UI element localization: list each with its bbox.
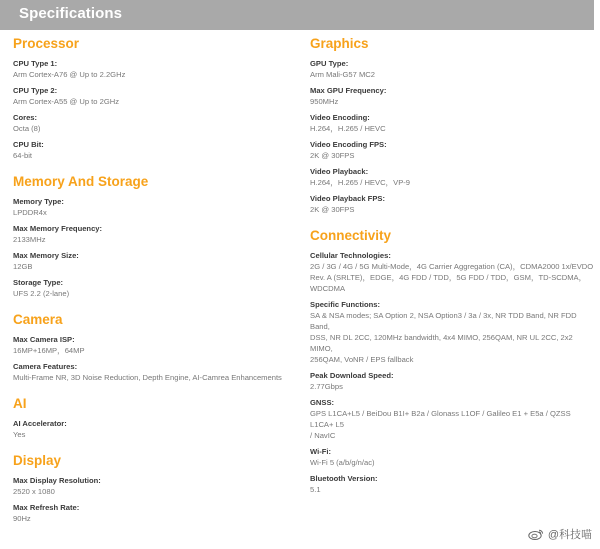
spec-item <box>310 300 595 365</box>
spec-label: Video Playback: <box>310 167 369 176</box>
section-processor <box>13 36 298 161</box>
spec-label: Max Refresh Rate: <box>13 503 80 512</box>
spec-item <box>13 251 298 272</box>
spec-value: WDCDMA <box>310 284 346 293</box>
spec-item <box>310 447 595 468</box>
spec-item <box>13 362 298 383</box>
spec-label: Storage Type: <box>13 278 64 287</box>
spec-label: Bluetooth Version: <box>310 474 378 483</box>
watermark-text: @科技喵 <box>547 529 592 541</box>
section-title: Graphics <box>310 36 369 51</box>
spec-item <box>13 113 298 134</box>
spec-label: AI Accelerator: <box>13 419 67 428</box>
spec-label: CPU Type 1: <box>13 59 58 68</box>
spec-label: Cellular Technologies: <box>310 251 391 260</box>
spec-value: 64-bit <box>13 151 32 160</box>
spec-value: SA & NSA modes; SA Option 2, NSA Option3 / 3a / 3x, NR TDD Band, NR FDD Band, <box>310 311 577 331</box>
section-title: AI <box>13 396 27 411</box>
section-camera <box>13 312 298 383</box>
spec-item <box>13 140 298 161</box>
spec-item <box>310 86 595 107</box>
page-title: Specifications <box>19 5 123 22</box>
section-ai <box>13 396 298 440</box>
spec-value: 2G / 3G / 4G / 5G Multi-Mode，4G Carrier Aggregation (CA)，CDMA2000 1x/EVDO <box>310 262 594 271</box>
spec-value: 2520 x 1080 <box>13 487 55 496</box>
spec-item <box>13 503 298 524</box>
spec-label: CPU Type 2: <box>13 86 58 95</box>
spec-item <box>13 224 298 245</box>
spec-item <box>310 474 595 495</box>
spec-value: Multi-Frame NR, 3D Noise Reduction, Depth Engine, AI-Camrea Enhancements <box>13 373 282 382</box>
weibo-icon <box>528 528 544 540</box>
spec-item <box>310 113 595 134</box>
spec-item <box>310 59 595 80</box>
spec-value: 5.1 <box>310 485 321 494</box>
spec-label: GNSS: <box>310 398 335 407</box>
spec-item <box>13 86 298 107</box>
spec-label: Max Memory Frequency: <box>13 224 103 233</box>
spec-label: Max Display Resolution: <box>13 476 101 485</box>
spec-value: Arm Cortex-A55 @ Up to 2GHz <box>13 97 120 106</box>
spec-label: Peak Download Speed: <box>310 371 394 380</box>
spec-item <box>310 251 595 294</box>
section-title: Processor <box>13 36 80 51</box>
section-title: Camera <box>13 312 63 327</box>
spec-value: 950MHz <box>310 97 339 106</box>
spec-item <box>13 335 298 356</box>
spec-label: Memory Type: <box>13 197 64 206</box>
spec-value: 16MP+16MP，64MP <box>13 346 85 355</box>
spec-item <box>13 278 298 299</box>
spec-value: 256QAM, VoNR / EPS fallback <box>310 355 414 364</box>
section-title: Memory And Storage <box>13 174 149 189</box>
spec-item <box>13 476 298 497</box>
spec-value: DSS, NR DL 2CC, 120MHz bandwidth, 4x4 MIMO, 256QAM, NR UL 2CC, 2x2 MIMO, <box>310 333 573 353</box>
spec-item <box>310 194 595 215</box>
spec-item <box>310 140 595 161</box>
spec-value: 2133MHz <box>13 235 46 244</box>
spec-value: 2.77Gbps <box>310 382 343 391</box>
spec-label: GPU Type: <box>310 59 349 68</box>
spec-value: Arm Cortex-A76 @ Up to 2.2GHz <box>13 70 126 79</box>
section-connectivity <box>310 228 595 495</box>
spec-value: Arm Mali-G57 MC2 <box>310 70 375 79</box>
spec-item <box>310 371 595 392</box>
spec-label: Max GPU Frequency: <box>310 86 387 95</box>
section-display <box>13 453 298 524</box>
spec-label: CPU Bit: <box>13 140 44 149</box>
spec-label: Cores: <box>13 113 38 122</box>
spec-value: H.264，H.265 / HEVC，VP-9 <box>310 178 411 187</box>
spec-value: H.264，H.265 / HEVC <box>310 124 386 133</box>
spec-item <box>13 197 298 218</box>
spec-label: Max Camera ISP: <box>13 335 75 344</box>
spec-value: GPS L1CA+L5 / BeiDou B1I+ B2a / Glonass L1OF / Galileo E1 + E5a / QZSS L1CA+ L5 <box>310 409 571 429</box>
watermark <box>528 526 592 542</box>
spec-label: Video Encoding: <box>310 113 370 122</box>
header-bar <box>0 0 594 30</box>
spec-label: Specific Functions: <box>310 300 381 309</box>
spec-value: 90Hz <box>13 514 31 523</box>
spec-item <box>13 59 298 80</box>
section-graphics <box>310 36 595 215</box>
right-column <box>310 36 595 501</box>
section-title: Display <box>13 453 62 468</box>
spec-value: 12GB <box>13 262 33 271</box>
spec-value: UFS 2.2 (2-lane) <box>13 289 70 298</box>
spec-value: LPDDR4x <box>13 208 47 217</box>
spec-label: Video Encoding FPS: <box>310 140 387 149</box>
spec-item <box>13 419 298 440</box>
spec-label: Wi-Fi: <box>310 447 332 456</box>
spec-value: 2K @ 30FPS <box>310 205 355 214</box>
spec-value: / NavIC <box>310 431 336 440</box>
section-memory-and-storage <box>13 174 298 299</box>
spec-label: Video Playback FPS: <box>310 194 385 203</box>
spec-label: Camera Features: <box>13 362 78 371</box>
spec-value: Octa (8) <box>13 124 41 133</box>
spec-value: 2K @ 30FPS <box>310 151 355 160</box>
section-title: Connectivity <box>310 228 392 243</box>
spec-item <box>310 398 595 441</box>
spec-value: Rev. A (SRLTE)，EDGE，4G FDD / TDD，5G FDD / TDD，GSM，TD-SCDMA， <box>310 273 587 282</box>
spec-value: Yes <box>13 430 26 439</box>
spec-value: Wi-Fi 5 (a/b/g/n/ac) <box>310 458 375 467</box>
spec-item <box>310 167 595 188</box>
spec-label: Max Memory Size: <box>13 251 79 260</box>
left-column <box>13 36 298 530</box>
